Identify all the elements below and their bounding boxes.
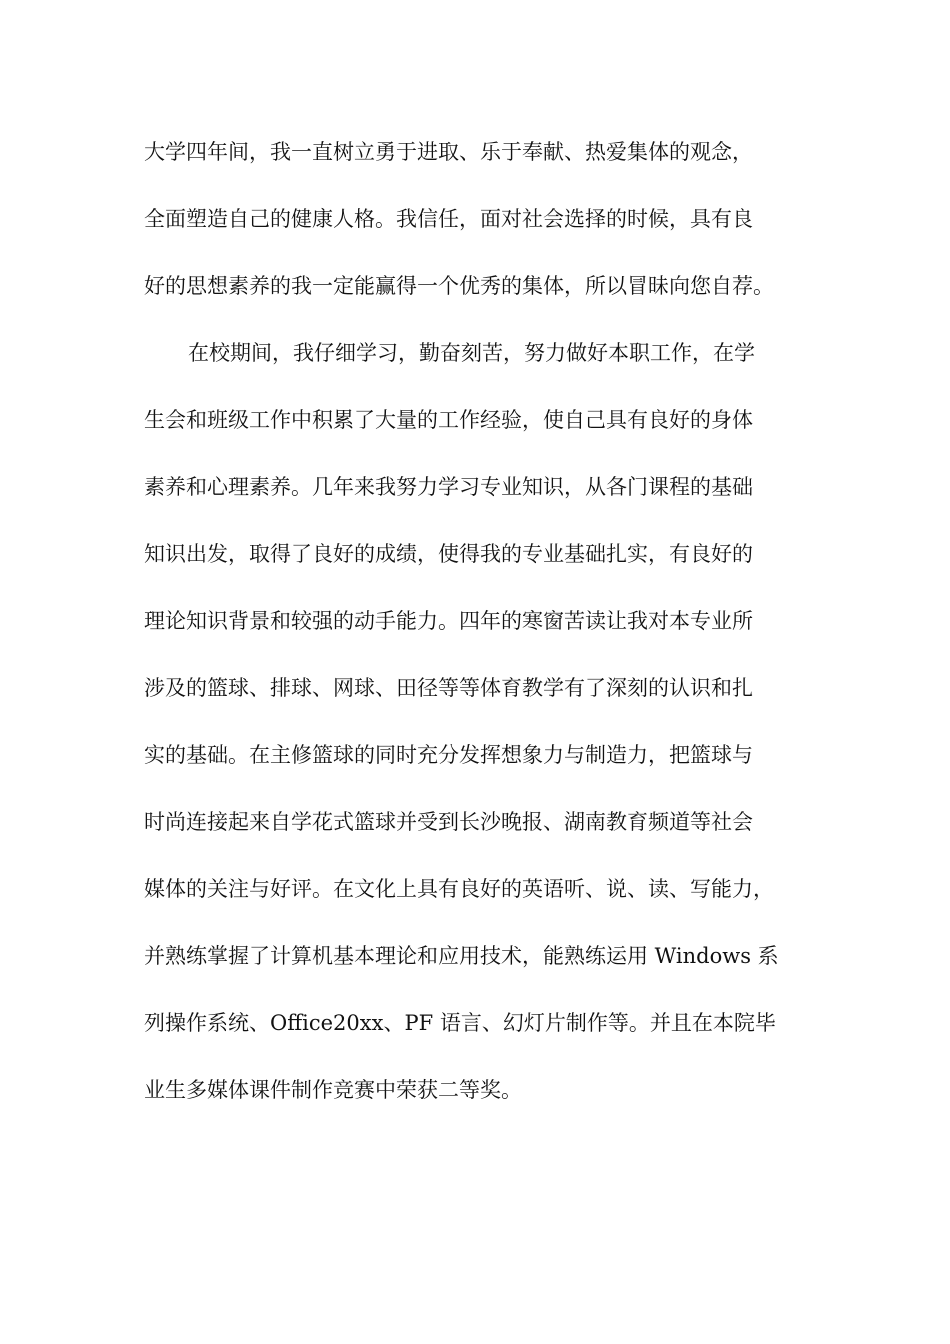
text-line: 实的基础。在主修篮球的同时充分发挥想象力与制造力，把篮球与 — [144, 743, 753, 767]
text-line: 并熟练掌握了计算机基本理论和应用技术，能熟练运用 Windows 系 — [144, 944, 779, 968]
text-line: 理论知识背景和较强的动手能力。四年的寒窗苦读让我对本专业所 — [144, 609, 753, 633]
text-line: 媒体的关注与好评。在文化上具有良好的英语听、说、读、写能力， — [144, 877, 774, 901]
text-line: 时尚连接起来自学花式篮球并受到长沙晚报、湖南教育频道等社会 — [144, 810, 753, 834]
text-line: 素养和心理素养。几年来我努力学习专业知识，从各门课程的基础 — [144, 475, 753, 499]
text-line: 大学四年间，我一直树立勇于进取、乐于奉献、热爱集体的观念， — [144, 140, 753, 164]
text-line: 业生多媒体课件制作竞赛中荣获二等奖。 — [144, 1078, 522, 1102]
text-line: 涉及的篮球、排球、网球、田径等等体育教学有了深刻的认识和扎 — [144, 676, 753, 700]
text-line: 知识出发，取得了良好的成绩，使得我的专业基础扎实，有良好的 — [144, 542, 753, 566]
text-line: 全面塑造自己的健康人格。我信任，面对社会选择的时候，具有良 — [144, 207, 753, 231]
text-line: 生会和班级工作中积累了大量的工作经验，使自己具有良好的身体 — [144, 408, 753, 432]
text-line: 列操作系统、Office20xx、PF 语言、幻灯片制作等。并且在本院毕 — [144, 1011, 776, 1035]
paragraph-first-line: 在校期间，我仔细学习，勤奋刻苦，努力做好本职工作，在学 — [188, 341, 755, 365]
text-line: 好的思想素养的我一定能赢得一个优秀的集体，所以冒昧向您自荐。 — [144, 274, 774, 298]
document-body — [144, 130, 824, 1135]
